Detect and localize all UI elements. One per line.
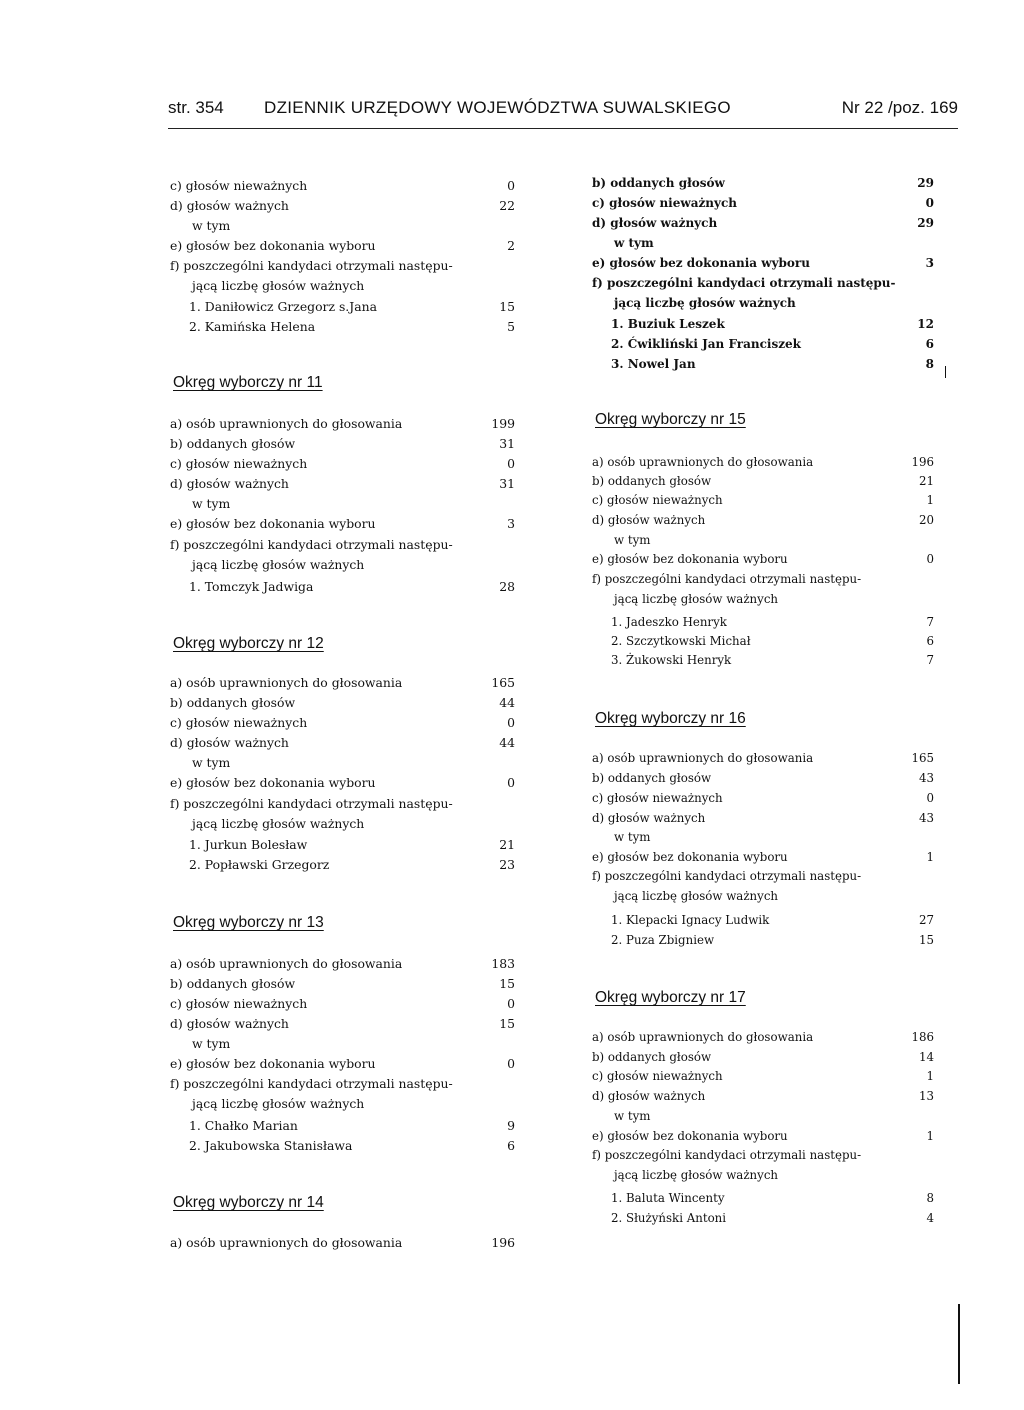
- page-header: [168, 98, 958, 124]
- row-e: e) głosów bez dokonania wyboru 0: [592, 552, 934, 566]
- row-wtym: w tym: [614, 830, 651, 844]
- row-f: f) poszczególni kandydaci otrzymali następu-: [592, 276, 896, 290]
- candidate-row: 2. Puza Zbigniew 15: [611, 933, 934, 947]
- row-f-cont: jącą liczbę głosów ważnych: [614, 889, 779, 903]
- district-heading-14: Okręg wyborczy nr 14: [173, 1194, 324, 1211]
- row-wtym: w tym: [614, 533, 651, 547]
- issue-number: Nr 22 /poz. 169: [841, 98, 958, 117]
- row-c: c) głosów nieważnych 0: [592, 791, 934, 805]
- row-wtym: w tym: [614, 1109, 651, 1123]
- page-number: str. 354: [168, 98, 224, 117]
- row-wtym: w tym: [192, 496, 231, 511]
- row-a: a) osób uprawnionych do głosowania 165: [170, 675, 515, 690]
- row-d: d) głosów ważnych 44: [170, 735, 515, 750]
- header-rule: [168, 128, 958, 129]
- candidate-row: 3. Żukowski Henryk 7: [611, 653, 934, 667]
- row-e: e) głosów bez dokonania wyboru 1: [592, 850, 934, 864]
- row-f-cont: jącą liczbę głosów ważnych: [192, 557, 365, 572]
- row-b: b) oddanych głosów 15: [170, 976, 515, 991]
- candidate-row: 1. Jadeszko Henryk 7: [611, 615, 934, 629]
- row-f-cont: jącą liczbę głosów ważnych: [614, 296, 796, 310]
- row-f-cont: jącą liczbę głosów ważnych: [192, 1096, 365, 1111]
- row-a: a) osób uprawnionych do głosowania 199: [170, 416, 515, 431]
- candidate-row: 2. Ćwikliński Jan Franciszek 6: [611, 337, 934, 351]
- row-wtym: w tym: [192, 218, 231, 233]
- candidate-row: 2. Szczytkowski Michał 6: [611, 634, 934, 648]
- row-b: b) oddanych głosów 14: [592, 1050, 934, 1064]
- district-heading-17: Okręg wyborczy nr 17: [595, 989, 746, 1006]
- row-f-cont: jącą liczbę głosów ważnych: [192, 278, 365, 293]
- row-b: b) oddanych głosów 29: [592, 176, 934, 190]
- candidate-row: 1. Tomczyk Jadwiga 28: [189, 579, 515, 594]
- row-f: f) poszczególni kandydaci otrzymali następu-: [170, 258, 453, 273]
- row-b: b) oddanych głosów 21: [592, 474, 934, 488]
- candidate-row: 2. Popławski Grzegorz 23: [189, 857, 515, 872]
- row-b: b) oddanych głosów 44: [170, 695, 515, 710]
- district-heading-12: Okręg wyborczy nr 12: [173, 635, 324, 652]
- candidate-row: 1. Klepacki Ignacy Ludwik 27: [611, 913, 934, 927]
- row-d: d) głosów ważnych 31: [170, 476, 515, 491]
- row-a: a) osób uprawnionych do głosowania 196: [170, 1235, 515, 1250]
- scan-artifact-line: [958, 1304, 960, 1384]
- row-d: d) głosów ważnych 43: [592, 811, 934, 825]
- row-a: a) osób uprawnionych do głosowania 165: [592, 751, 934, 765]
- district-heading-13: Okręg wyborczy nr 13: [173, 914, 324, 931]
- row-f-cont: jącą liczbę głosów ważnych: [614, 1168, 779, 1182]
- row-c: c) głosów nieważnych 1: [592, 493, 934, 507]
- row-c: c) głosów nieważnych 0: [592, 196, 934, 210]
- row-f: f) poszczególni kandydaci otrzymali następu-: [592, 869, 862, 883]
- row-wtym: w tym: [192, 1036, 231, 1051]
- row-d: d) głosów ważnych 29: [592, 216, 934, 230]
- candidate-row: 1. Baluta Wincenty 8: [611, 1191, 934, 1205]
- district-heading-11: Okręg wyborczy nr 11: [173, 374, 323, 391]
- row-wtym: w tym: [614, 236, 654, 250]
- row-f: f) poszczególni kandydaci otrzymali następu-: [170, 537, 453, 552]
- row-f: f) poszczególni kandydaci otrzymali następu-: [592, 1148, 862, 1162]
- row-f: f) poszczególni kandydaci otrzymali następu-: [170, 1076, 453, 1091]
- candidate-row: 3. Nowel Jan 8: [611, 357, 934, 371]
- row-a: a) osób uprawnionych do głosowania 196: [592, 455, 934, 469]
- row-c: c) głosów nieważnych 0: [170, 715, 515, 730]
- candidate-row: 1. Jurkun Bolesław 21: [189, 837, 515, 852]
- district-heading-16: Okręg wyborczy nr 16: [595, 710, 746, 727]
- row-f-cont: jącą liczbę głosów ważnych: [614, 592, 779, 606]
- row-b: b) oddanych głosów 31: [170, 436, 515, 451]
- candidate-row: 2. Jakubowska Stanisława 6: [189, 1138, 515, 1153]
- row-e: e) głosów bez dokonania wyboru 1: [592, 1129, 934, 1143]
- row-e: e) głosów bez dokonania wyboru 3: [592, 256, 934, 270]
- row-c: c) głosów nieważnych 0: [170, 178, 515, 193]
- row-d: d) głosów ważnych 13: [592, 1089, 934, 1103]
- row-e: e) głosów bez dokonania wyboru 2: [170, 238, 515, 253]
- scan-artifact-tick: [945, 366, 946, 378]
- row-e: e) głosów bez dokonania wyboru 0: [170, 1056, 515, 1071]
- row-b: b) oddanych głosów 43: [592, 771, 934, 785]
- row-c: c) głosów nieważnych 1: [592, 1069, 934, 1083]
- row-f-cont: jącą liczbę głosów ważnych: [192, 816, 365, 831]
- candidate-row: 1. Daniłowicz Grzegorz s.Jana 15: [189, 299, 515, 314]
- district-heading-15: Okręg wyborczy nr 15: [595, 411, 746, 428]
- row-e: e) głosów bez dokonania wyboru 0: [170, 775, 515, 790]
- row-c: c) głosów nieważnych 0: [170, 996, 515, 1011]
- row-d: d) głosów ważnych 15: [170, 1016, 515, 1031]
- row-a: a) osób uprawnionych do głosowania 183: [170, 956, 515, 971]
- row-d: d) głosów ważnych 22: [170, 198, 515, 213]
- row-c: c) głosów nieważnych 0: [170, 456, 515, 471]
- candidate-row: 2. Służyński Antoni 4: [611, 1211, 934, 1225]
- row-d: d) głosów ważnych 20: [592, 513, 934, 527]
- candidate-row: 2. Kamińska Helena 5: [189, 319, 515, 334]
- row-f: f) poszczególni kandydaci otrzymali następu-: [170, 796, 453, 811]
- candidate-row: 1. Buziuk Leszek 12: [611, 317, 934, 331]
- candidate-row: 1. Chałko Marian 9: [189, 1118, 515, 1133]
- row-f: f) poszczególni kandydaci otrzymali następu-: [592, 572, 862, 586]
- row-wtym: w tym: [192, 755, 231, 770]
- row-a: a) osób uprawnionych do głosowania 186: [592, 1030, 934, 1044]
- row-e: e) głosów bez dokonania wyboru 3: [170, 516, 515, 531]
- journal-title: DZIENNIK URZĘDOWY WOJEWÓDZTWA SUWALSKIEGO: [264, 98, 731, 117]
